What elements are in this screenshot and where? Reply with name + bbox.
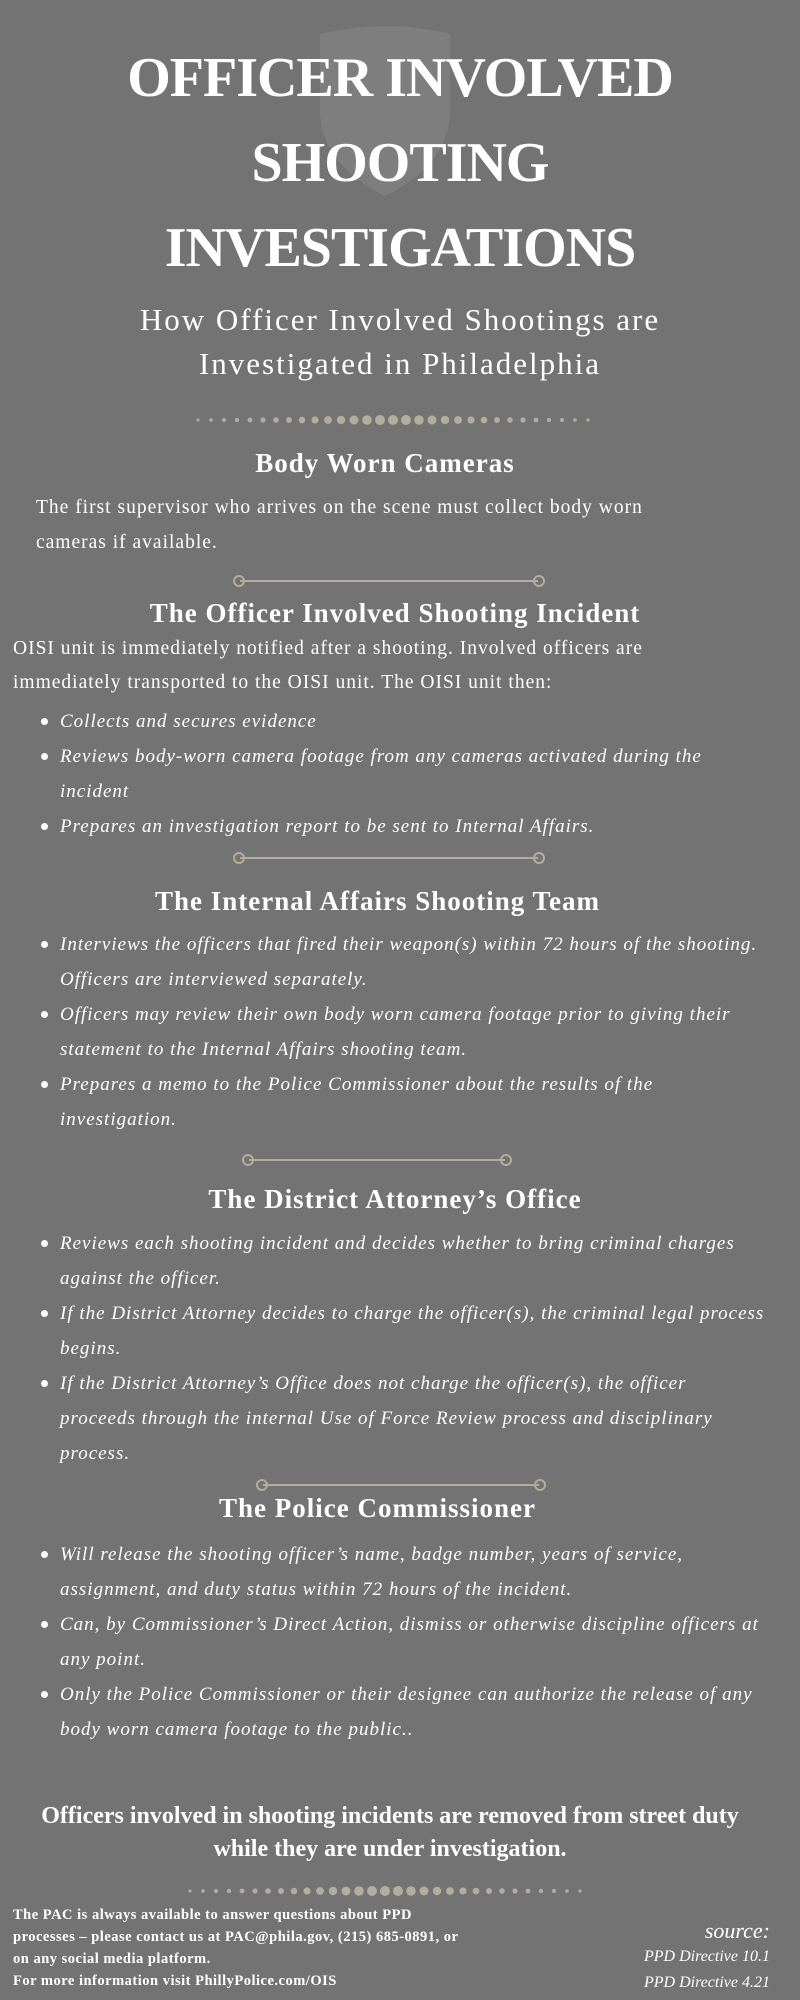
footer-sources bbox=[570, 1918, 770, 1996]
section-heading-incident: The Officer Involved Shooting Incident bbox=[149, 598, 641, 628]
list-item: Officers may review their own body worn camera footage prior to giving their statement to the Internal Affairs shooting team. bbox=[36, 997, 766, 1067]
main-title-line: SHOOTING bbox=[251, 132, 549, 194]
list-item: If the District Attorney’s Office does not charge the officer(s), the officer proceeds through the internal Use of Force Review process and disciplinary process. bbox=[36, 1366, 766, 1471]
main-title-line: OFFICER INVOLVED bbox=[127, 47, 673, 109]
list-item: Can, by Commissioner’s Direct Action, dismiss or otherwise discipline officers at any point. bbox=[36, 1607, 766, 1677]
list-item: Interviews the officers that fired their weapon(s) within 72 hours of the shooting. Officers are interviewed separately. bbox=[36, 927, 766, 997]
section-divider bbox=[242, 1153, 512, 1167]
list-item: Prepares an investigation report to be sent to Internal Affairs. bbox=[36, 809, 766, 844]
subtitle bbox=[0, 298, 800, 386]
subtitle-line: How Officer Involved Shootings are bbox=[139, 302, 661, 337]
footer-line: For more information visit PhillyPolice.com/OIS bbox=[13, 1973, 337, 1989]
section-divider bbox=[256, 1478, 546, 1492]
body-cameras-text bbox=[36, 490, 776, 560]
text-line: immediately transported to the OISI unit. The OISI unit then: bbox=[13, 672, 553, 693]
subtitle-line: Investigated in Philadelphia bbox=[198, 346, 602, 381]
text-line: The first supervisor who arrives on the scene must collect body worn bbox=[36, 497, 643, 518]
main-title-line: INVESTIGATIONS bbox=[164, 217, 636, 279]
dotted-divider-bottom bbox=[0, 1881, 800, 1901]
footer-contact-info bbox=[13, 1904, 573, 1992]
internal-affairs-bullet-list bbox=[36, 927, 766, 1137]
text-line: OISI unit is immediately notified after a shooting. Involved officers are bbox=[13, 638, 643, 659]
notice-line: Officers involved in shooting incidents are removed from street duty bbox=[41, 1803, 739, 1829]
footer-line: The PAC is always available to answer questions about PPD bbox=[13, 1907, 412, 1923]
incident-text bbox=[13, 632, 793, 700]
section-heading-commissioner: The Police Commissioner bbox=[219, 1493, 536, 1523]
source-label: source: bbox=[704, 1918, 770, 1943]
main-title bbox=[0, 36, 800, 291]
list-item: Reviews body-worn camera footage from any cameras activated during the incident bbox=[36, 739, 766, 809]
list-item: Collects and secures evidence bbox=[36, 704, 766, 739]
list-item: Will release the shooting officer’s name, badge number, years of service, assignment, and duty status within 72 hours of the incident. bbox=[36, 1537, 766, 1607]
section-heading-internal-affairs: The Internal Affairs Shooting Team bbox=[154, 886, 601, 916]
section-heading-district-attorney: The District Attorney’s Office bbox=[208, 1184, 582, 1214]
footer-line: processes – please contact us at PAC@phila.gov, (215) 685-0891, or bbox=[13, 1929, 459, 1945]
commissioner-bullet-list bbox=[36, 1537, 766, 1747]
list-item: Only the Police Commissioner or their designee can authorize the release of any body worn camera footage to the public.. bbox=[36, 1677, 766, 1747]
source-item: PPD Directive 10.1 bbox=[643, 1948, 770, 1965]
section-heading-body-cameras: Body Worn Cameras bbox=[255, 448, 515, 478]
list-item: If the District Attorney decides to charge the officer(s), the criminal legal process begins. bbox=[36, 1296, 766, 1366]
removal-notice bbox=[20, 1800, 760, 1866]
dotted-divider-top bbox=[0, 410, 800, 430]
section-divider bbox=[233, 574, 545, 588]
source-item: PPD Directive 4.21 bbox=[643, 1974, 770, 1991]
footer-line: on any social media platform. bbox=[13, 1951, 211, 1967]
text-line: cameras if available. bbox=[36, 532, 218, 553]
list-item: Prepares a memo to the Police Commissioner about the results of the investigation. bbox=[36, 1067, 766, 1137]
section-divider bbox=[233, 851, 545, 865]
district-attorney-bullet-list bbox=[36, 1226, 766, 1471]
notice-line: while they are under investigation. bbox=[213, 1836, 567, 1862]
incident-bullet-list bbox=[36, 704, 766, 844]
list-item: Reviews each shooting incident and decides whether to bring criminal charges against the officer. bbox=[36, 1226, 766, 1296]
